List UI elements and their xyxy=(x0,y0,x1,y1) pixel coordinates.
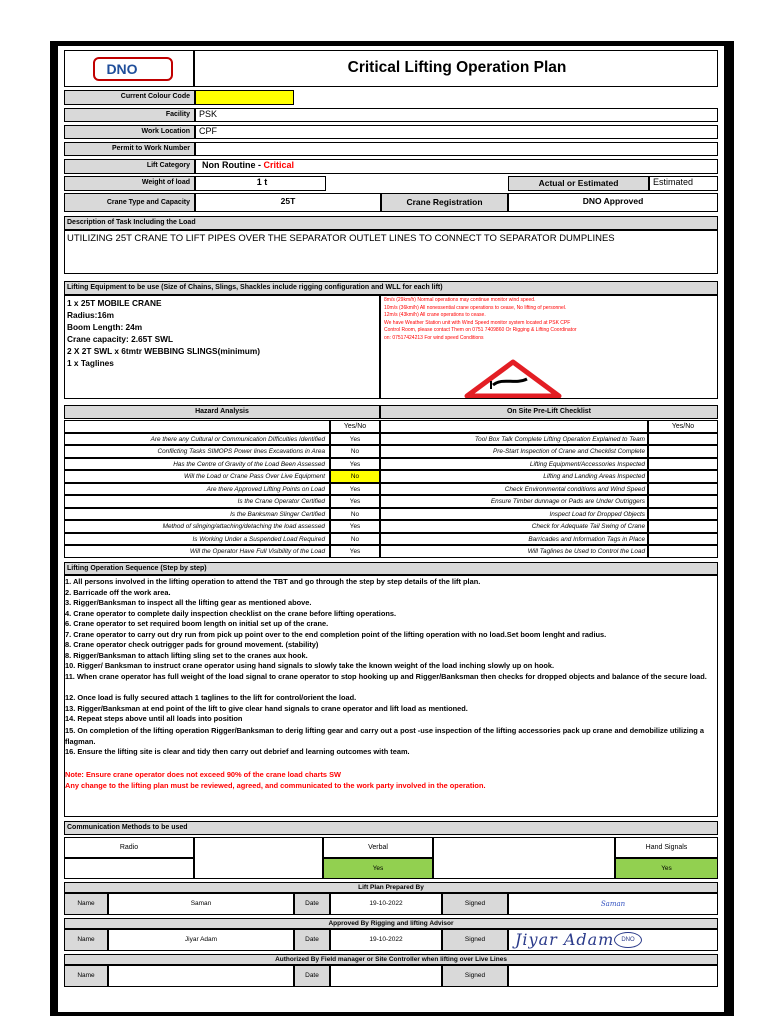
sequence-step: 16. Ensure the lifting site is clear and tidy then carry out debrief and learning outcomes with team. xyxy=(65,747,410,756)
hazard-question: Are there any Cultural or Communication Difficulties Identified xyxy=(64,433,330,446)
authorized-date-field[interactable] xyxy=(330,965,442,987)
sequence-step: 4. Crane operator to complete daily inspection checklist on the crane before lifting operations. xyxy=(65,608,397,618)
checklist-item: Ensure Timber dunnage or Pads are Under Outriggers xyxy=(380,495,648,508)
checklist-answer[interactable] xyxy=(648,520,718,533)
facility-label: Facility xyxy=(64,108,195,122)
checklist-item: Inspect Load for Dropped Objects xyxy=(380,508,648,521)
approved-title: Approved By Rigging and lifting Advisor xyxy=(64,918,718,929)
hazard-question: Has the Centre of Gravity of the Load Been Assessed xyxy=(64,458,330,471)
hazard-answer[interactable]: Yes xyxy=(330,458,380,471)
sequence-label: Lifting Operation Sequence (Step by step) xyxy=(64,562,718,575)
authorized-date-label: Date xyxy=(294,965,330,987)
checklist-answer[interactable] xyxy=(648,545,718,558)
checklist-item: Lifting Equipment/Accessories Inspected xyxy=(380,458,648,471)
equipment-line: 1 x Taglines xyxy=(67,358,114,368)
verbal-spacer xyxy=(433,837,615,879)
sequence-step: 1. All persons involved in the lifting operation to attend the TBT and go through the step by step details of the lift plan. xyxy=(65,577,481,586)
approved-signed-label: Signed xyxy=(442,929,508,951)
prepared-signature[interactable]: Saman xyxy=(508,893,718,915)
hand-signals-value[interactable]: Yes xyxy=(615,858,718,879)
wind-line: on: 07517424213 For wind speed Conditions xyxy=(384,334,484,341)
checklist-title: On Site Pre-Lift Checklist xyxy=(380,405,718,419)
hazard-answer[interactable]: Yes xyxy=(330,520,380,533)
sequence-step: 3. Rigger/Banksman to inspect all the lifting gear as mentioned above. xyxy=(65,598,312,607)
checklist-item: Check for Adequate Tail Swing of Crane xyxy=(380,520,648,533)
hazard-yes-no-header: Yes/No xyxy=(330,420,380,433)
authorized-title: Authorized By Field manager or Site Controller when lifting over Live Lines xyxy=(64,954,718,965)
sequence-note: Note: Ensure crane operator does not exceed 90% of the crane load charts SW xyxy=(65,770,341,779)
equipment-label: Lifting Equipment to be use (Size of Chains, Slings, Shackles include rigging configuration and WLL for each lift) xyxy=(64,281,718,295)
wind-line: Control Room, please contact Them on 0751 7409860 Or Rigging & Lifting Coordinator xyxy=(384,327,577,333)
current-colour-code-swatch[interactable] xyxy=(195,90,294,105)
checklist-item: Will Taglines be Used to Control the Load xyxy=(380,545,648,558)
hazard-question: Method of slinging/attaching/detaching the load assessed xyxy=(64,520,330,533)
checklist-answer[interactable] xyxy=(648,470,718,483)
communication-label: Communication Methods to be used xyxy=(64,821,718,835)
sequence-step: 10. Rigger/ Banksman to instruct crane operator using hand signals to slowly take the known weight of the load inching slowly up on hook. xyxy=(65,661,555,670)
checklist-item: Barricades and Information Tags in Place xyxy=(380,533,648,546)
prepared-name-label: Name xyxy=(64,893,108,915)
weight-field[interactable]: 1 t xyxy=(195,176,326,191)
sequence-step: 15. On completion of the lifting operation Rigger/Banksman to derig lifting gear and carry out a post -use inspection of the lifting accessories pack up crane and demobilize utilizing a flagman. xyxy=(65,726,704,746)
authorized-signature-field[interactable] xyxy=(508,965,718,987)
verbal-value[interactable]: Yes xyxy=(323,858,433,879)
checklist-item: Check Environmental conditions and Wind Speed xyxy=(380,483,648,496)
current-colour-code-label: Current Colour Code xyxy=(64,90,195,105)
hazard-header-blank xyxy=(64,420,330,433)
permit-field[interactable] xyxy=(195,142,718,156)
task-field[interactable]: UTILIZING 25T CRANE TO LIFT PIPES OVER THE SEPARATOR OUTLET LINES TO CONNECT TO SEPARATOR DUMPLINES xyxy=(64,230,718,274)
checklist-answer[interactable] xyxy=(648,508,718,521)
facility-field[interactable]: PSK xyxy=(195,108,718,122)
checklist-item: Tool Box Talk Complete Lifting Operation Explained to Team xyxy=(380,433,648,446)
lift-category-field[interactable] xyxy=(195,159,718,174)
radio-value[interactable] xyxy=(64,858,194,879)
lift-category-critical: Critical xyxy=(263,160,295,170)
logo-cell xyxy=(64,50,194,87)
approval-stamp: DNO xyxy=(614,932,642,948)
approved-name-field[interactable]: Jiyar Adam xyxy=(108,929,294,951)
work-location-field[interactable]: CPF xyxy=(195,125,718,139)
authorized-name-label: Name xyxy=(64,965,108,987)
actual-estimated-label: Actual or Estimated xyxy=(508,176,649,191)
authorized-name-field[interactable] xyxy=(108,965,294,987)
prepared-signed-label: Signed xyxy=(442,893,508,915)
wind-line: 10m/s (36km/h) All nonessential crane operations to cease, No lifting of personnel. xyxy=(384,304,567,311)
dno-logo xyxy=(93,57,173,81)
title-cell xyxy=(194,50,718,87)
radio-label: Radio xyxy=(64,837,194,858)
hand-signals-label: Hand Signals xyxy=(615,837,718,858)
hazard-answer[interactable]: No xyxy=(330,533,380,546)
hazard-question: Will the Load or Crane Pass Over Live Equipment xyxy=(64,470,330,483)
approved-signature-field[interactable] xyxy=(508,929,718,951)
prepared-title: Lift Plan Prepared By xyxy=(64,882,718,893)
crane-type-label: Crane Type and Capacity xyxy=(64,193,195,212)
checklist-item: Pre-Start Inspection of Crane and Checklist Complete xyxy=(380,445,648,458)
hazard-answer[interactable]: No xyxy=(330,470,380,483)
hazard-question: Is the Banksman Slinger Certified xyxy=(64,508,330,521)
approved-signature: Jiyar Adam xyxy=(515,930,615,949)
crane-registration-label: Crane Registration xyxy=(381,193,508,212)
prepared-name-field[interactable]: Saman xyxy=(108,893,294,915)
logo-text: DNO xyxy=(106,61,138,77)
authorized-signed-label: Signed xyxy=(442,965,508,987)
page-title: Critical Lifting Operation Plan xyxy=(347,59,567,76)
equipment-line: Crane capacity: 2.65T SWL xyxy=(67,334,174,344)
radio-field[interactable] xyxy=(194,837,323,879)
sequence-note: Any change to the lifting plan must be reviewed, agreed, and communicated to the work party involved in the operation. xyxy=(65,781,486,790)
prepared-date-field[interactable]: 19-10-2022 xyxy=(330,893,442,915)
sequence-step: 12. Once load is fully secured attach 1 taglines to the lift for control/orient the load. xyxy=(65,693,357,702)
checklist-answer[interactable] xyxy=(648,458,718,471)
equipment-line: 2 X 2T SWL x 6tmtr WEBBING SLINGS(minimum) xyxy=(67,346,260,356)
sequence-step: 13. Rigger/Banksman at end point of the lift to give clear hand signals to crane operator and lift load as mentioned. xyxy=(65,703,468,713)
sequence-step: 14. Repeat steps above until all loads into position xyxy=(65,714,243,723)
sequence-step: 8. Crane operator check outrigger pads for ground movement. (stability) xyxy=(65,640,319,649)
hazard-answer[interactable]: Yes xyxy=(330,495,380,508)
hazard-question: Is Working Under a Suspended Load Required xyxy=(64,533,330,546)
approved-date-label: Date xyxy=(294,929,330,951)
checklist-answer[interactable] xyxy=(648,433,718,446)
crane-registration-field[interactable]: DNO Approved xyxy=(508,193,718,212)
checklist-answer[interactable] xyxy=(648,445,718,458)
checklist-answer[interactable] xyxy=(648,495,718,508)
equipment-line: Boom Length: 24m xyxy=(67,322,143,332)
wind-line: We have Weather Station unit with Wind Speed monitor system located at PSK CPF xyxy=(384,319,571,326)
hazard-answer[interactable]: No xyxy=(330,508,380,521)
sequence-step: 8. Rigger/Banksman to attach lifting sling set to the cranes aux hook. xyxy=(65,650,308,660)
checklist-header-blank xyxy=(380,420,648,433)
hazard-question: Are there Approved Lifting Points on Load xyxy=(64,483,330,496)
checklist-answer[interactable] xyxy=(648,483,718,496)
hazard-question: Will the Operator Have Full Visibility of the Load xyxy=(64,545,330,558)
wind-speed-panel xyxy=(380,295,718,399)
sequence-step: 7. Crane operator to carry out dry run from pick up point over to the end completion point of the lifting operation with no load.Set boom lenght and radius. xyxy=(65,629,607,639)
approved-name-label: Name xyxy=(64,929,108,951)
task-label: Description of Task Including the Load xyxy=(64,216,718,230)
verbal-label: Verbal xyxy=(323,837,433,858)
sequence-step: 6. Crane operator to set required boom length on initial set up of the crane. xyxy=(65,619,329,628)
checklist-item: Lifting and Landing Areas Inspected xyxy=(380,470,648,483)
work-location-label: Work Location xyxy=(64,125,195,139)
weight-label: Weight of load xyxy=(64,176,195,191)
sequence-step: 11. When crane operator has full weight of the load signal to crane operator to stop hooking up and Rigger/Banksman then checks for dropped objects and balance of the secure load. xyxy=(65,672,707,681)
wind-line: 8m/s (29km/h) Normal operations may continue monitor wind speed. xyxy=(384,297,536,303)
crane-type-field[interactable]: 25T xyxy=(195,193,381,212)
equipment-line: Radius:16m xyxy=(67,310,115,320)
sequence-step: 2. Barricade off the work area. xyxy=(65,587,171,597)
hazard-title: Hazard Analysis xyxy=(64,405,380,419)
wind-line: 12m/s (43km/h) All crane operations to cease. xyxy=(384,312,486,318)
wind-warning-icon xyxy=(463,359,563,399)
equipment-line: 1 x 25T MOBILE CRANE xyxy=(67,298,162,308)
actual-estimated-field[interactable]: Estimated xyxy=(649,176,718,191)
lift-category-value: Non Routine - xyxy=(202,160,264,170)
checklist-answer[interactable] xyxy=(648,533,718,546)
permit-label: Permit to Work Number xyxy=(64,142,195,156)
equipment-field[interactable] xyxy=(64,295,380,399)
hazard-answer[interactable]: Yes xyxy=(330,545,380,558)
prepared-date-label: Date xyxy=(294,893,330,915)
approved-date-field[interactable]: 19-10-2022 xyxy=(330,929,442,951)
hazard-answer[interactable]: Yes xyxy=(330,433,380,446)
hazard-answer[interactable]: Yes xyxy=(330,483,380,496)
hazard-question: Is the Crane Operator Certified xyxy=(64,495,330,508)
lift-category-label: Lift Category xyxy=(64,159,195,174)
hazard-question: Conflicting Tasks SIMOPS Power lines Excavations in Area xyxy=(64,445,330,458)
checklist-yes-no-header: Yes/No xyxy=(648,420,718,433)
hazard-answer[interactable]: No xyxy=(330,445,380,458)
